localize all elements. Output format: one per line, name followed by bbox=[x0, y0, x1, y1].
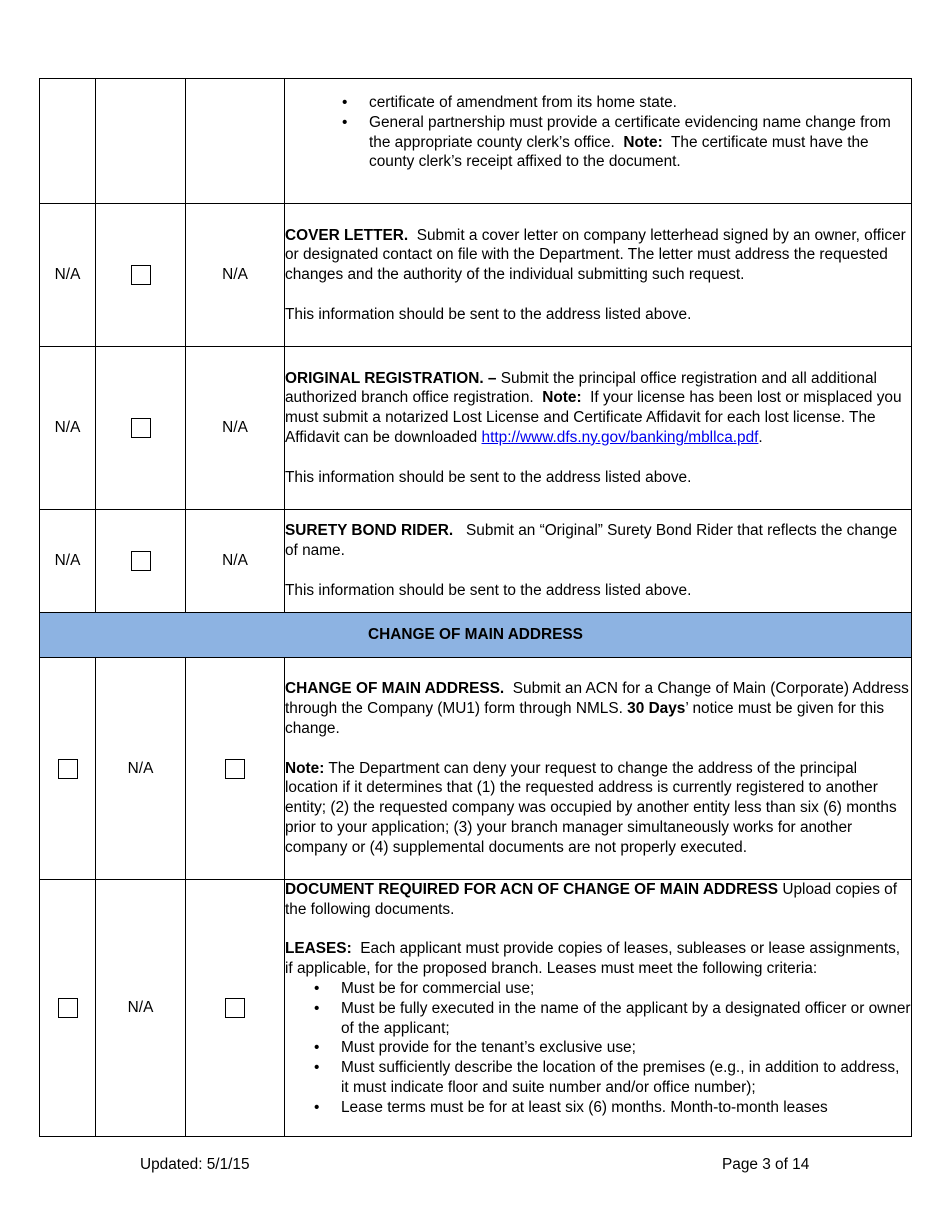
note-label: Note: bbox=[623, 133, 663, 151]
change-main-address-checkbox-2[interactable] bbox=[225, 759, 245, 779]
checkbox-cell bbox=[96, 204, 186, 347]
list-item: • Must be for commercial use; bbox=[341, 979, 911, 999]
bullet-list bbox=[285, 93, 911, 172]
col1-value: N/A bbox=[40, 204, 96, 347]
col1-value: N/A bbox=[40, 510, 96, 613]
description-cell bbox=[285, 347, 912, 510]
cover-letter-checkbox[interactable] bbox=[131, 265, 151, 285]
list-item-continued: • certificate of amendment from its home state. bbox=[369, 93, 911, 113]
item-title: CHANGE OF MAIN ADDRESS. bbox=[285, 680, 505, 698]
table-row-surety-bond bbox=[40, 510, 912, 613]
footer-page-number: Page 3 of 14 bbox=[722, 1156, 810, 1173]
table-row-cover-letter bbox=[40, 204, 912, 347]
paragraph: CHANGE OF MAIN ADDRESS. Submit an ACN for a Change of Main (Corporate) Address through the Company (MU1) form through NMLS. 30 Days’ notice must be given for this change. bbox=[285, 680, 909, 737]
description-cell bbox=[285, 79, 912, 204]
paragraph: SURETY BOND RIDER. Submit an “Original” Surety Bond Rider that reflects the change of name. bbox=[285, 522, 898, 560]
paragraph: ORIGINAL REGISTRATION. – Submit the principal office registration and all additional authorized branch office registration. Note: If your license has been lost or misplaced you must submit a notarized Lost License and Certificate Affidavit for each lost license. The Affidavit can be downloaded http://www.dfs.ny.gov/banking/mbllca.pdf. bbox=[285, 369, 902, 446]
checkbox-cell bbox=[186, 880, 285, 1137]
list-item: • Must be fully executed in the name of the applicant by a designated officer or owner of the applicant; bbox=[341, 999, 911, 1039]
list-item: • General partnership must provide a certificate evidencing name change from the appropriate county clerk’s office. Note: The certificate must have the county clerk’s receipt affixed to the document. bbox=[369, 113, 911, 172]
item-title: COVER LETTER. bbox=[285, 226, 409, 244]
note-label: Note: bbox=[542, 389, 582, 407]
checkbox-cell bbox=[186, 658, 285, 880]
affidavit-link[interactable]: http://www.dfs.ny.gov/banking/mbllca.pdf bbox=[481, 429, 759, 446]
paragraph-footer: This information should be sent to the address listed above. bbox=[285, 305, 692, 323]
paragraph-footer: This information should be sent to the address listed above. bbox=[285, 581, 692, 599]
col2-value: N/A bbox=[96, 880, 186, 1137]
item-title: SURETY BOND RIDER. bbox=[285, 522, 454, 540]
cell-empty bbox=[186, 79, 285, 204]
table-row-change-main-address bbox=[40, 658, 912, 880]
description-cell bbox=[285, 204, 912, 347]
surety-bond-checkbox[interactable] bbox=[131, 551, 151, 571]
col3-value: N/A bbox=[186, 510, 285, 613]
paragraph: COVER LETTER. Submit a cover letter on company letterhead signed by an owner, officer or designated contact on file with the Department. The letter must address the requested changes and the authority of the individual submitting such request. bbox=[285, 226, 906, 284]
change-main-address-checkbox-1[interactable] bbox=[58, 759, 78, 779]
list-item: • Must provide for the tenant’s exclusive use; bbox=[341, 1038, 911, 1058]
table-row-continuation bbox=[40, 79, 912, 204]
section-header: CHANGE OF MAIN ADDRESS bbox=[40, 613, 912, 658]
cell-empty bbox=[96, 79, 186, 204]
paragraph-note: Note: The Department can deny your request to change the address of the principal location if it determines that (1) the requested address is currently registered to another entity; (2) the requested company was occupied by another entity less than six (6) months prior to your application; (3) your branch manager simultaneously works for another company or (4) supplemental documents are not properly executed. bbox=[285, 759, 897, 856]
list-item: • Lease terms must be for at least six (6) months. Month-to-month leases bbox=[341, 1098, 911, 1118]
clipped-content bbox=[285, 880, 911, 1136]
description-cell bbox=[285, 658, 912, 880]
description-cell bbox=[285, 510, 912, 613]
col3-value: N/A bbox=[186, 204, 285, 347]
table-row-document-required bbox=[40, 880, 912, 1137]
paragraph-leases: LEASES: Each applicant must provide copies of leases, subleases or lease assignments, if applicable, for the proposed branch. Leases must meet the following criteria: bbox=[285, 940, 901, 978]
col1-value: N/A bbox=[40, 347, 96, 510]
cell-empty bbox=[40, 79, 96, 204]
original-registration-checkbox[interactable] bbox=[131, 418, 151, 438]
description-cell bbox=[285, 880, 912, 1137]
list-item: • Must sufficiently describe the location of the premises (e.g., in addition to address, it must indicate floor and suite number and/or office number); bbox=[341, 1058, 911, 1098]
col3-value: N/A bbox=[186, 347, 285, 510]
checkbox-cell bbox=[40, 880, 96, 1137]
paragraph-footer: This information should be sent to the address listed above. bbox=[285, 468, 692, 486]
document-required-checkbox-2[interactable] bbox=[225, 998, 245, 1018]
document-required-checkbox-1[interactable] bbox=[58, 998, 78, 1018]
checkbox-cell bbox=[96, 347, 186, 510]
table-row-original-registration bbox=[40, 347, 912, 510]
note-label: Note: bbox=[285, 759, 325, 777]
section-header-row bbox=[40, 613, 912, 658]
item-title: ORIGINAL REGISTRATION. – bbox=[285, 369, 497, 387]
footer-updated: Updated: 5/1/15 bbox=[140, 1156, 250, 1173]
days-emphasis: 30 Days bbox=[627, 700, 686, 718]
checkbox-cell bbox=[96, 510, 186, 613]
checkbox-cell bbox=[40, 658, 96, 880]
item-title: DOCUMENT REQUIRED FOR ACN OF CHANGE OF MAIN ADDRESS bbox=[285, 881, 779, 898]
paragraph: DOCUMENT REQUIRED FOR ACN OF CHANGE OF MAIN ADDRESS Upload copies of the following documents. bbox=[285, 881, 898, 918]
col2-value: N/A bbox=[96, 658, 186, 880]
requirements-table bbox=[39, 78, 912, 1137]
leases-label: LEASES: bbox=[285, 940, 352, 958]
lease-criteria-list bbox=[285, 979, 911, 1118]
